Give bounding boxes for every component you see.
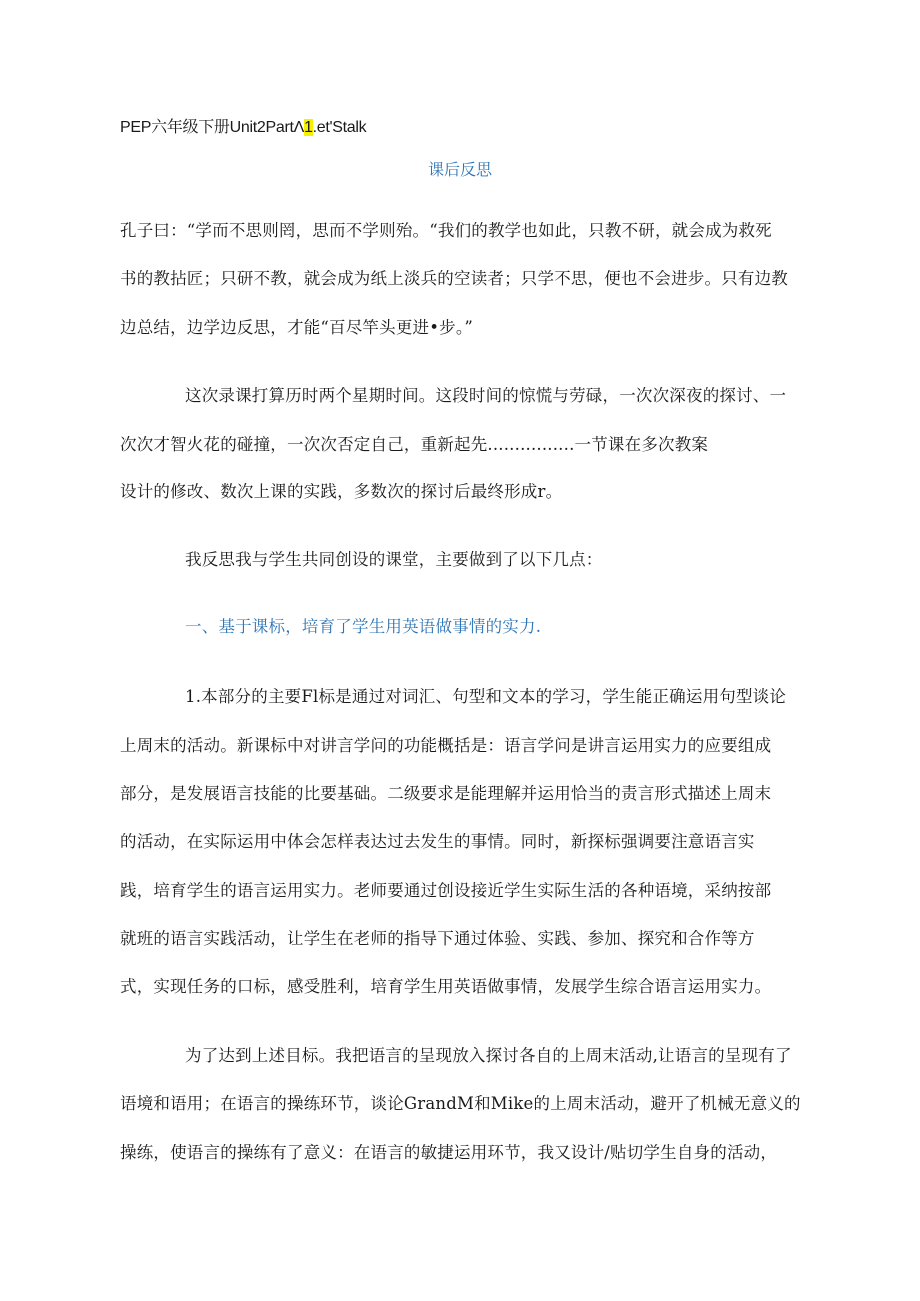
paragraph-line: 边总结，边学边反思，才能“百尽竿头更进•步。” <box>120 318 473 337</box>
paragraph-line: 次次才智火花的碰撞，一次次否定自己，重新起先................一节课在多次教案 <box>120 435 709 454</box>
title-highlight: 1 <box>304 119 313 136</box>
paragraph-line: 操练，使语言的操练有了意义：在语言的敏捷运用环节，我又设计/贴切学生自身的活动， <box>120 1143 778 1162</box>
section-heading: 一、基于课标，培育了学生用英语做事情的实力. <box>185 617 542 636</box>
section-subtitle: 课后反思 <box>427 160 492 179</box>
paragraph-line: 部分，是发展语言技能的比要基础。二级要求是能理解并运用恰当的责言形式描述上周末 <box>120 784 772 803</box>
paragraph-line: 上周末的活动。新课标中对讲言学问的功能概括是：语言学问是讲言运用实力的应要组成 <box>120 736 772 755</box>
document-title <box>120 114 366 137</box>
paragraph-line: 的活动，在实际运用中体会怎样表达过去发生的事情。同时，新探标强调要注意语言实 <box>120 832 755 851</box>
paragraph-line: 我反思我与学生共同创设的课堂，主要做到了以下几点： <box>185 550 603 569</box>
paragraph-line: 语境和语用；在语言的操练环节，谈论GrandM和Mike的上周末活动，避开了机械无意义的 <box>120 1094 801 1113</box>
title-suffix: .et'Stalk <box>312 119 367 136</box>
paragraph-line: 为了达到上述目标。我把语言的呈现放入探讨各自的上周末活动,让语言的呈现有了 <box>185 1046 792 1065</box>
paragraph-line: 设计的修改、数次上课的实践，多数次的探讨后最终形成r。 <box>120 482 563 501</box>
paragraph-line: 就班的语言实践活动，让学生在老师的指导下通过体验、实践、参加、探究和合作等方 <box>120 929 755 948</box>
paragraph-line: 式，实现任务的口标，感受胜利，培育学生用英语做事情，发展学生综合语言运用实力。 <box>120 977 772 996</box>
paragraph-line: 这次录课打算历时两个星期时间。这段时间的惊慌与劳碌，一次次深夜的探讨、一 <box>185 386 787 405</box>
paragraph-line: 书的教拈匠；只研不教，就会成为纸上淡兵的空读者；只学不思，便也不会进步。只有边教 <box>120 269 788 288</box>
paragraph-line: 1.本部分的主要Fl标是通过对词汇、句型和文本的学习，学生能正确运用句型谈论 <box>185 687 787 706</box>
paragraph-line: 孔子曰：“学而不思则罔，思而不学则殆。“我们的教学也如此，只教不研，就会成为救死 <box>120 221 772 240</box>
title-prefix: PEP六年级下册Unit2PartΛ <box>120 119 304 136</box>
paragraph-line: 践，培育学生的语言运用实力。老师要通过创设接近学生实际生活的各种语境，采纳按部 <box>120 881 772 900</box>
